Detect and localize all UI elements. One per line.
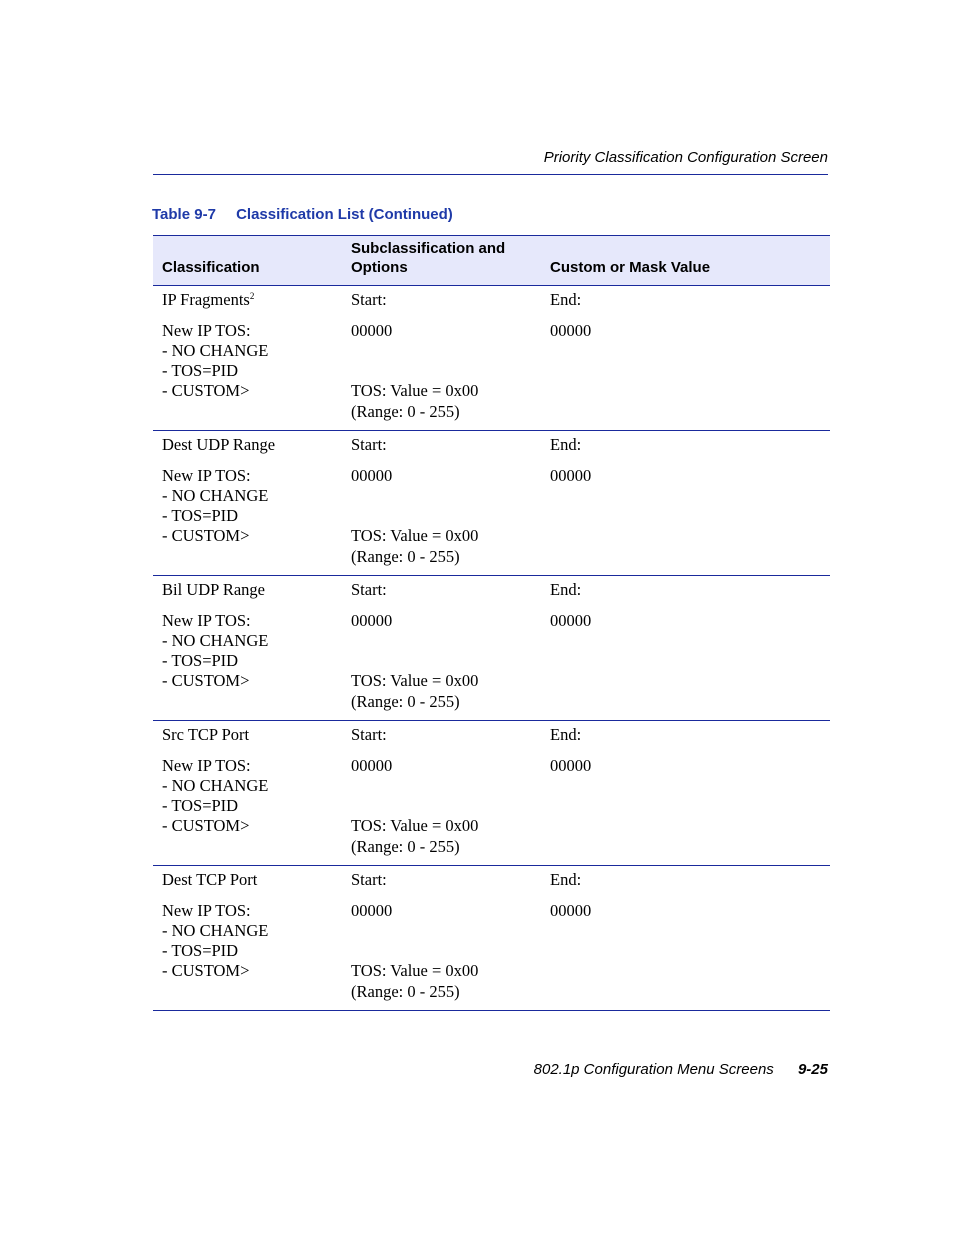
start-value: 00000 xyxy=(351,321,393,340)
page-number: 9-25 xyxy=(797,1061,828,1078)
option-tos-pid: - TOS=PID xyxy=(162,941,239,960)
classification-name xyxy=(162,435,275,455)
classification-table xyxy=(153,235,830,1011)
tos-value: TOS: Value = 0x00 xyxy=(351,526,479,545)
start-label: Start: xyxy=(351,580,387,599)
header-custom-value: Custom or Mask Value xyxy=(550,259,711,276)
start-value: 00000 xyxy=(351,901,393,920)
footnote-marker: 2 xyxy=(249,291,255,301)
start-value: 00000 xyxy=(351,756,393,775)
end-value: 00000 xyxy=(550,756,592,775)
classification-name xyxy=(162,870,257,890)
tos-range: (Range: 0 - 255) xyxy=(351,402,460,421)
new-ip-tos-label: New IP TOS: xyxy=(162,321,251,340)
start-label: Start: xyxy=(351,435,387,454)
classification-label: IP Fragments xyxy=(162,290,250,309)
tos-value: TOS: Value = 0x00 xyxy=(351,671,479,690)
tos-value: TOS: Value = 0x00 xyxy=(351,381,479,400)
table-row xyxy=(153,286,830,431)
option-no-change: - NO CHANGE xyxy=(162,631,269,650)
table-row xyxy=(153,431,830,576)
option-custom: - CUSTOM> xyxy=(162,961,250,980)
tos-value: TOS: Value = 0x00 xyxy=(351,961,479,980)
page-footer xyxy=(534,1061,828,1078)
table-row xyxy=(153,866,830,1011)
classification-name xyxy=(162,725,249,745)
end-label: End: xyxy=(550,580,582,599)
end-value: 00000 xyxy=(550,321,592,340)
new-ip-tos-label: New IP TOS: xyxy=(162,611,251,630)
end-value: 00000 xyxy=(550,611,592,630)
start-value: 00000 xyxy=(351,611,393,630)
end-value: 00000 xyxy=(550,466,592,485)
classification-label: Bil UDP Range xyxy=(162,580,265,599)
classification-label: Dest UDP Range xyxy=(162,435,276,454)
option-no-change: - NO CHANGE xyxy=(162,776,269,795)
tos-range: (Range: 0 - 255) xyxy=(351,692,460,711)
classification-name xyxy=(162,290,254,310)
end-label: End: xyxy=(550,725,582,744)
classification-name xyxy=(162,580,265,600)
option-tos-pid: - TOS=PID xyxy=(162,796,239,815)
start-label: Start: xyxy=(351,870,387,889)
end-value: 00000 xyxy=(550,901,592,920)
new-ip-tos-label: New IP TOS: xyxy=(162,901,251,920)
table-row xyxy=(153,721,830,866)
footer-title: 802.1p Configuration Menu Screens xyxy=(533,1061,774,1078)
option-tos-pid: - TOS=PID xyxy=(162,506,239,525)
end-label: End: xyxy=(550,870,582,889)
option-no-change: - NO CHANGE xyxy=(162,921,269,940)
table-header xyxy=(153,235,830,286)
new-ip-tos-label: New IP TOS: xyxy=(162,466,251,485)
option-custom: - CUSTOM> xyxy=(162,671,250,690)
tos-range: (Range: 0 - 255) xyxy=(351,837,460,856)
table-row xyxy=(153,576,830,721)
tos-value: TOS: Value = 0x00 xyxy=(351,816,479,835)
start-label: Start: xyxy=(351,290,387,309)
table-title: Classification List (Continued) xyxy=(236,206,453,223)
running-header: Priority Classification Configuration Screen xyxy=(543,149,828,166)
option-custom: - CUSTOM> xyxy=(162,816,250,835)
classification-label: Dest TCP Port xyxy=(162,870,258,889)
header-rule xyxy=(153,174,828,175)
table-caption xyxy=(152,206,453,223)
option-tos-pid: - TOS=PID xyxy=(162,361,239,380)
tos-range: (Range: 0 - 255) xyxy=(351,982,460,1001)
start-label: Start: xyxy=(351,725,387,744)
table-body xyxy=(153,286,830,1011)
option-tos-pid: - TOS=PID xyxy=(162,651,239,670)
option-no-change: - NO CHANGE xyxy=(162,486,269,505)
header-classification: Classification xyxy=(162,259,260,276)
table-number: Table 9-7 xyxy=(152,206,216,223)
tos-range: (Range: 0 - 255) xyxy=(351,547,460,566)
option-custom: - CUSTOM> xyxy=(162,381,250,400)
header-subclassification: Subclassification and Options xyxy=(351,240,506,276)
end-label: End: xyxy=(550,290,582,309)
classification-label: Src TCP Port xyxy=(162,725,250,744)
end-label: End: xyxy=(550,435,582,454)
new-ip-tos-label: New IP TOS: xyxy=(162,756,251,775)
option-no-change: - NO CHANGE xyxy=(162,341,269,360)
start-value: 00000 xyxy=(351,466,393,485)
option-custom: - CUSTOM> xyxy=(162,526,250,545)
